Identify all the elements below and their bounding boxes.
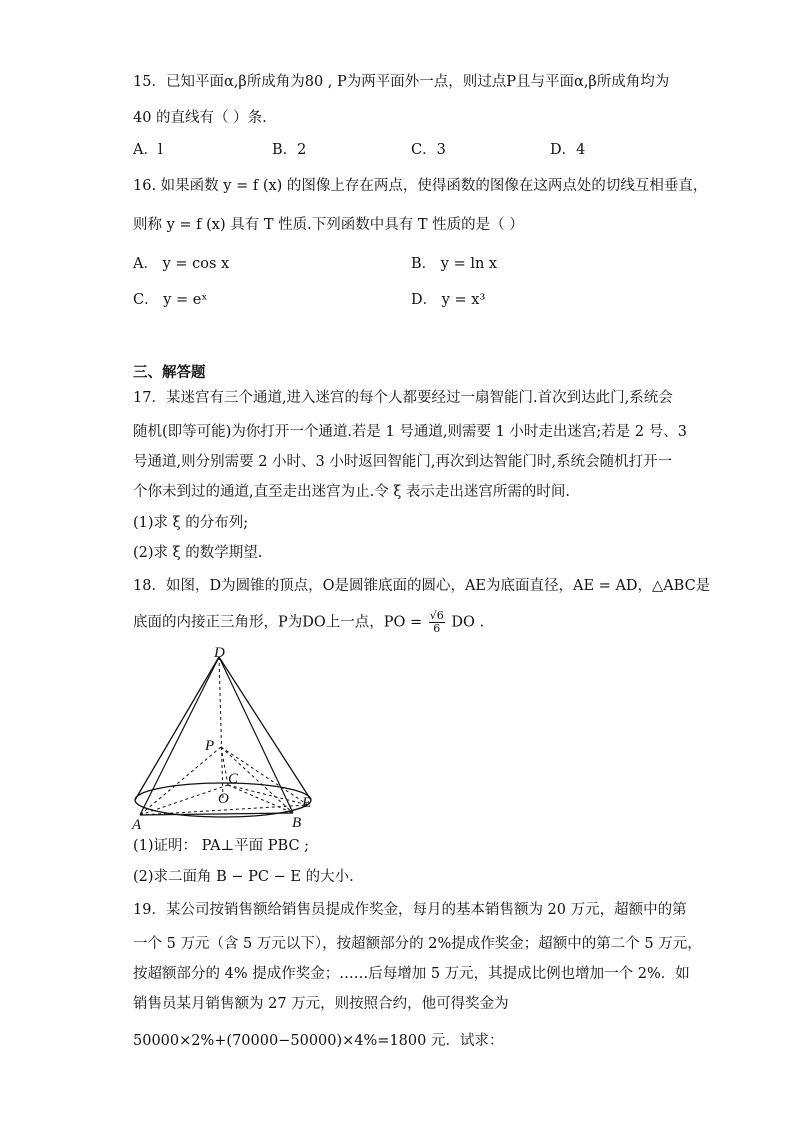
label-D: D <box>214 645 225 661</box>
q15-line-2: 40 的直线有（ ）条. <box>133 110 267 126</box>
q16-line-1: 16. 如果函数 y = f (x) 的图像上存在两点，使得函数的图像在这两点处的切线互相垂直， <box>133 178 708 194</box>
q15-option-d: D．4 <box>550 142 586 158</box>
q18-fraction-denominator: 6 <box>433 622 441 635</box>
q18-line-2 <box>133 610 484 635</box>
q19-line-3: 按超额部分的 4% 提成作奖金；……后每增加 5 万元，其提成比例也增加一个 2%．如 <box>133 966 690 982</box>
edge-DA <box>140 657 219 815</box>
q17-line-2: 随机(即等可能)为你打开一个通道.若是 1 号通道,则需要 1 小时走出迷宫;若是 2 号、3 <box>133 424 687 440</box>
q18-fraction-numerator: √6 <box>429 609 444 622</box>
q16-option-b: B． y = ln x <box>411 256 498 272</box>
q16-line-2: 则称 y = f (x) 具有 T 性质.下列函数中具有 T 性质的是（ ） <box>133 217 524 233</box>
section-title: 三、解答题 <box>133 364 206 381</box>
q15-option-b: B．2 <box>272 142 307 158</box>
label-A: A <box>132 817 142 830</box>
label-P: P <box>205 738 215 754</box>
cone-left-edge <box>135 657 219 800</box>
cone-figure <box>130 645 320 830</box>
q15-option-a: A．l <box>133 142 163 158</box>
q18-line-2-text: 底面的内接正三角形，P为DO上一点，PO = <box>133 614 423 631</box>
edge-DB <box>219 657 293 813</box>
q16-option-d: D． y = x³ <box>411 292 486 308</box>
label-C: C <box>228 771 239 787</box>
q19-line-4: 销售员某月销售额为 27 万元，则按照合约，他可得奖金为 <box>133 996 509 1012</box>
label-E: E <box>302 795 312 811</box>
q18-line-2-tail: DO . <box>451 614 485 631</box>
q19-line-2: 一个 5 万元（含 5 万元以下），按超额部分的 2%提成作奖金；超额中的第二个 5 万元， <box>133 936 702 952</box>
label-O: O <box>218 791 229 807</box>
q17-line-3: 号通道,则分别需要 2 小时、3 小时返回智能门,再次到达智能门时,系统会随机打开一 <box>133 454 673 470</box>
q17-sub-1: (1)求 ξ 的分布列; <box>133 515 249 531</box>
edge-DO <box>219 657 223 800</box>
q19-line-1: 19．某公司按销售额给销售员提成作奖金，每月的基本销售额为 20 万元，超额中的第 <box>133 902 687 918</box>
q16-option-a: A． y = cos x <box>133 256 230 272</box>
q15-option-c: C．3 <box>411 142 446 158</box>
q18-line-1: 18．如图，D为圆锥的顶点，O是圆锥底面的圆心，AE为底面直径，AE = AD，△ABC是 <box>133 578 711 594</box>
q17-line-1: 17．某迷宫有三个通道,进入迷宫的每个人都要经过一扇智能门.首次到达此门,系统会 <box>133 390 673 406</box>
label-B: B <box>292 815 302 830</box>
q19-formula: 50000×2%+(70000−50000)×4%=1800 元．试求： <box>133 1033 504 1049</box>
q18-sub-1: (1)证明： PA⊥平面 PBC ; <box>133 838 310 854</box>
q17-sub-2: (2)求 ξ 的数学期望. <box>133 545 263 561</box>
q15-line-1: 15．已知平面α,β所成角为80 , P为两平面外一点，则过点P且与平面α,β所成角均为 <box>133 74 670 90</box>
q16-option-c: C． y = eˣ <box>133 292 208 308</box>
q18-fraction <box>429 610 445 635</box>
q18-sub-2: (2)求二面角 B − PC − E 的大小. <box>133 869 354 885</box>
edge-PA <box>140 747 221 815</box>
q17-line-4: 个你未到过的通道,直至走出迷宫为止.令 ξ 表示走出迷宫所需的时间. <box>133 484 571 500</box>
